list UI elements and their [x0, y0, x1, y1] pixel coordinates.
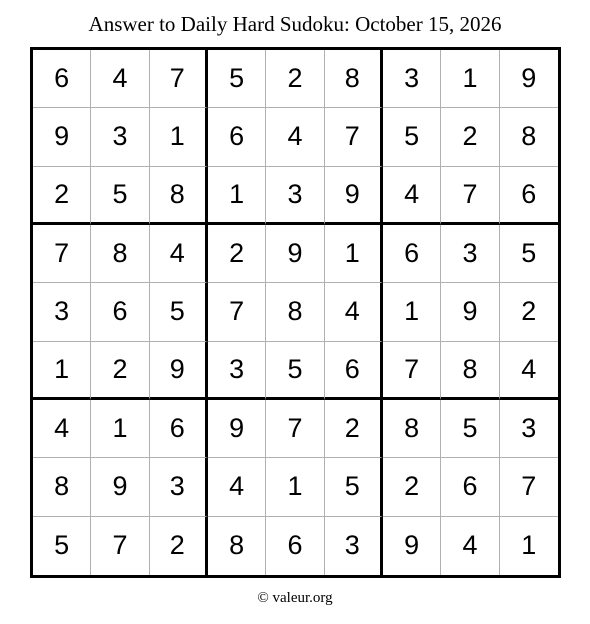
sudoku-cell: 6 — [325, 342, 383, 400]
sudoku-cell: 3 — [33, 283, 91, 341]
sudoku-cell: 6 — [150, 400, 208, 458]
sudoku-cell: 7 — [441, 167, 499, 225]
sudoku-cell: 1 — [521, 530, 537, 561]
sudoku-cell: 1 — [91, 400, 149, 458]
sudoku-cell: 7 — [325, 108, 383, 166]
sudoku-cell: 8 — [208, 517, 266, 575]
sudoku-cell: 5 — [150, 283, 208, 341]
sudoku-cell: 9 — [208, 400, 266, 458]
sudoku-cell: 9 — [383, 517, 441, 575]
sudoku-cell: 3 — [150, 458, 208, 516]
sudoku-cell: 1 — [150, 108, 208, 166]
sudoku-cell: 2 — [500, 283, 558, 341]
sudoku-cell: 6 — [91, 283, 149, 341]
sudoku-cell: 4 — [150, 225, 208, 283]
sudoku-cell: 9 — [325, 167, 383, 225]
sudoku-cell: 6 — [500, 167, 558, 225]
sudoku-cell: 6 — [208, 108, 266, 166]
sudoku-cell: 3 — [441, 225, 499, 283]
sudoku-cell: 8 — [500, 108, 558, 166]
sudoku-cell: 2 — [208, 225, 266, 283]
sudoku-cell: 1 — [325, 225, 383, 283]
sudoku-cell: 1 — [208, 167, 266, 225]
sudoku-cell: 7 — [33, 225, 91, 283]
sudoku-cell: 2 — [383, 458, 441, 516]
copyright-footer: © valeur.org — [257, 590, 333, 606]
sudoku-cell: 3 — [91, 108, 149, 166]
sudoku-cell: 7 — [383, 342, 441, 400]
sudoku-cell: 5 — [208, 50, 266, 108]
sudoku-cell: 2 — [91, 342, 149, 400]
sudoku-cell: 5 — [500, 225, 558, 283]
sudoku-cell: 1 — [441, 50, 499, 108]
sudoku-cell: 1 — [383, 283, 441, 341]
sudoku-cell: 1 — [266, 458, 324, 516]
sudoku-grid — [30, 47, 561, 578]
sudoku-cell: 8 — [325, 50, 383, 108]
sudoku-cell: 8 — [441, 342, 499, 400]
sudoku-cell: 8 — [33, 458, 91, 516]
sudoku-cell: 9 — [500, 50, 558, 108]
sudoku-cell: 6 — [266, 517, 324, 575]
sudoku-cell: 7 — [150, 50, 208, 108]
sudoku-cell: 7 — [208, 283, 266, 341]
sudoku-cell: 4 — [91, 50, 149, 108]
sudoku-cell: 5 — [266, 342, 324, 400]
sudoku-cell: 2 — [441, 108, 499, 166]
sudoku-cell: 6 — [383, 225, 441, 283]
sudoku-cell: 2 — [33, 167, 91, 225]
sudoku-cell: 3 — [266, 167, 324, 225]
sudoku-cell: 3 — [325, 517, 383, 575]
sudoku-cell: 8 — [150, 167, 208, 225]
sudoku-cell: 5 — [325, 458, 383, 516]
sudoku-cell: 4 — [266, 108, 324, 166]
sudoku-cell: 8 — [91, 225, 149, 283]
sudoku-cell: 8 — [383, 400, 441, 458]
page-title: Answer to Daily Hard Sudoku: October 15, 2026 — [88, 12, 502, 36]
sudoku-cell: 9 — [91, 458, 149, 516]
sudoku-cell: 3 — [383, 50, 441, 108]
sudoku-cell: 7 — [266, 400, 324, 458]
sudoku-cell: 4 — [325, 283, 383, 341]
sudoku-cell: 3 — [500, 400, 558, 458]
sudoku-cell: 5 — [383, 108, 441, 166]
sudoku-cell: 4 — [500, 342, 558, 400]
sudoku-cell: 4 — [208, 458, 266, 516]
sudoku-cell: 9 — [441, 283, 499, 341]
sudoku-cell: 4 — [33, 400, 91, 458]
sudoku-cell: 7 — [91, 517, 149, 575]
sudoku-cell: 5 — [91, 167, 149, 225]
sudoku-cell: 9 — [150, 342, 208, 400]
sudoku-cell: 9 — [266, 225, 324, 283]
sudoku-cell: 7 — [500, 458, 558, 516]
sudoku-cell: 5 — [33, 517, 91, 575]
sudoku-cell: 4 — [441, 517, 499, 575]
sudoku-cell: 1 — [33, 342, 91, 400]
sudoku-cell: 9 — [33, 108, 91, 166]
sudoku-cell: 2 — [266, 50, 324, 108]
sudoku-cell: 6 — [33, 50, 91, 108]
sudoku-cell: 2 — [325, 400, 383, 458]
sudoku-cell: 8 — [266, 283, 324, 341]
sudoku-cell: 4 — [383, 167, 441, 225]
sudoku-cell: 2 — [150, 517, 208, 575]
sudoku-cell: 3 — [208, 342, 266, 400]
sudoku-cell: 6 — [441, 458, 499, 516]
sudoku-cell: 5 — [441, 400, 499, 458]
